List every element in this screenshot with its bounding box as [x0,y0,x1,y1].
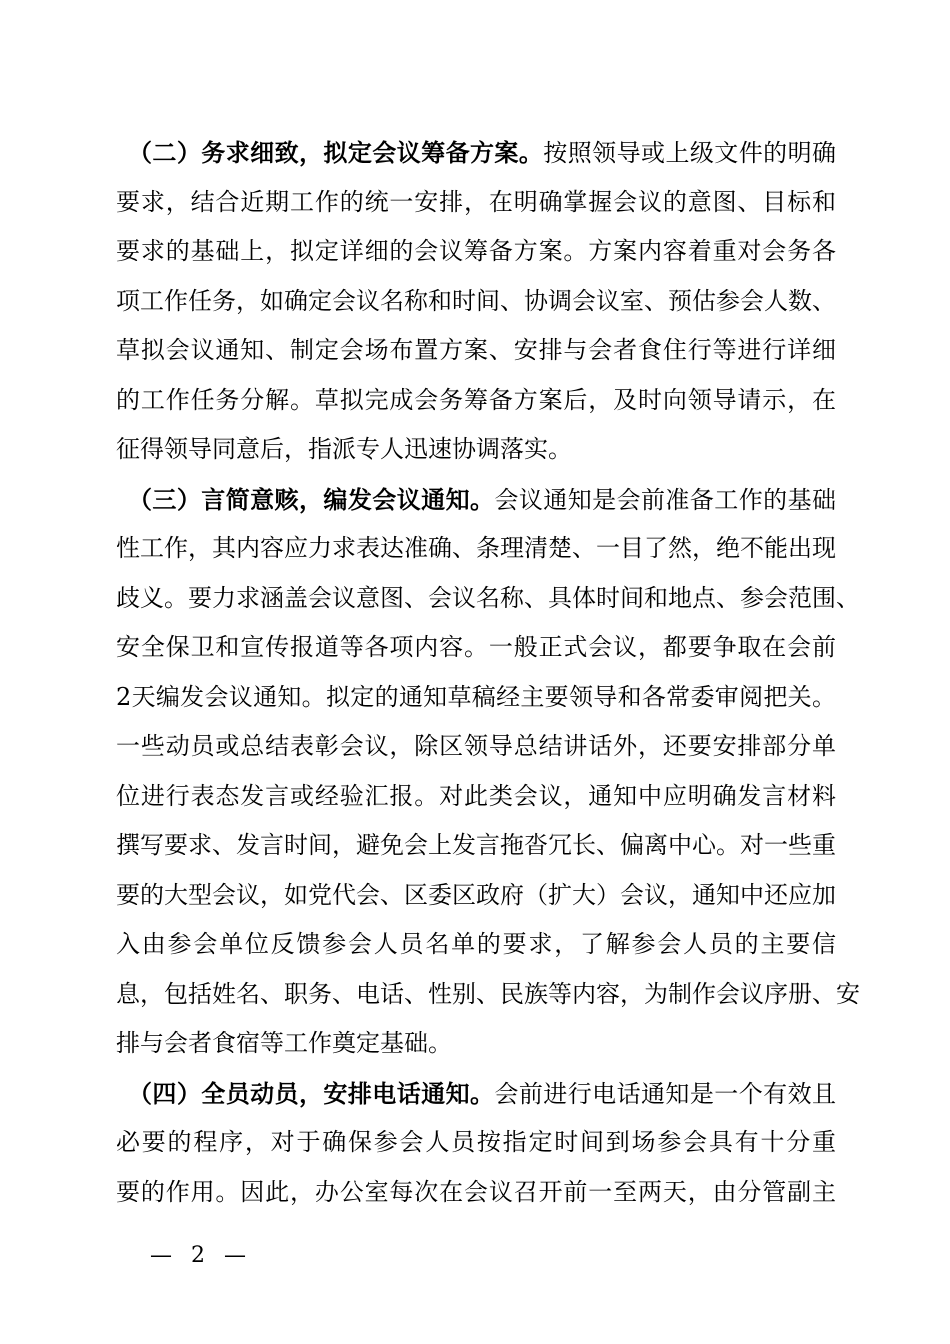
section-2-line: 要求的基础上，拟定详细的会议筹备方案。方案内容着重对会务各 [116,237,836,265]
section-2-line: 要求，结合近期工作的统一安排，在明确掌握会议的意图、目标和 [116,187,836,216]
section-2-first-line [116,128,836,178]
section-2-line: 草拟会议通知、制定会场布置方案、安排与会者食住行等进行详细 [116,336,836,364]
section-2-line: 项工作任务，如确定会议名称和时间、协调会议室、预估参会人数、 [116,286,836,315]
section-2-line: 征得领导同意后，指派专人迅速协调落实。 [116,435,572,463]
section-4-first-rest: 会前进行电话通知是一个有效且 [494,1079,837,1108]
section-3-first-line [116,475,836,525]
section-3-line: 一些动员或总结表彰会议，除区领导总结讲话外，还要安排部分单 [116,732,836,760]
section-3-line: 要的大型会议，如党代会、区委区政府（扩大）会议，通知中还应加 [116,880,836,909]
section-3-line: 安全保卫和宣传报道等各项内容。一般正式会议，都要争取在会前 [116,633,836,661]
section-3-line: 歧义。要力求涵盖会议意图、会议名称、具体时间和地点、参会范围、 [116,583,860,612]
section-4-line: 必要的程序，对于确保参会人员按指定时间到场参会具有十分重 [116,1128,836,1156]
section-4-first-line [116,1069,836,1119]
section-3-line: 排与会者食宿等工作奠定基础。 [116,1029,452,1057]
section-3-heading: （三）言简意赅，编发会议通知。 [128,484,495,514]
section-4-line: 要的作用。因此，办公室每次在会议召开前一至两天，由分管副主 [116,1177,836,1206]
section-2-line: 的工作任务分解。草拟完成会务筹备方案后，及时向领导请示，在 [116,385,836,414]
section-3-line: 位进行表态发言或经验汇报。对此类会议，通知中应明确发言材料 [116,781,836,810]
section-3-line: 2天编发会议通知。拟定的通知草稿经主要领导和各常委审阅把关。 [116,682,836,711]
section-2-heading: （二）务求细致，拟定会议筹备方案。 [128,138,544,167]
section-3-line: 性工作，其内容应力求表达准确、条理清楚、一目了然，绝不能出现 [116,534,836,562]
section-3-line: 入由参会单位反馈参会人员名单的要求，了解参会人员的主要信 [116,930,836,958]
section-3-first-rest: 会议通知是会前准备工作的基础 [494,485,837,514]
section-2-first-rest: 按照领导或上级文件的明确 [543,139,837,167]
section-4-heading: （四）全员动员，安排电话通知。 [128,1078,495,1108]
document-body [116,128,860,1217]
section-3-line: 撰写要求、发言时间，避免会上发言拖沓冗长、偏离中心。对一些重 [116,831,836,859]
page-number: — 2 — [150,1243,252,1268]
section-3-line: 息，包括姓名、职务、电话、性别、民族等内容，为制作会议序册、安 [116,979,860,1008]
